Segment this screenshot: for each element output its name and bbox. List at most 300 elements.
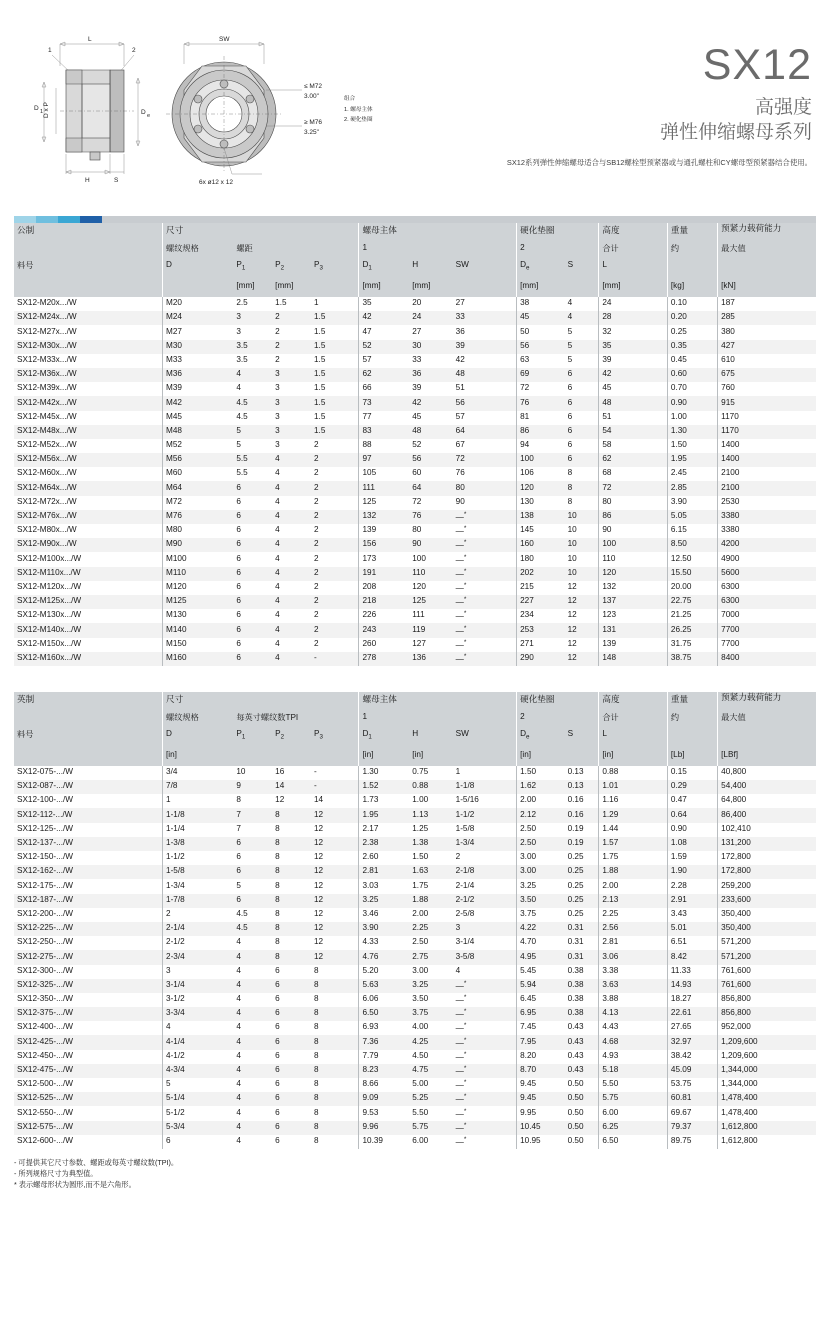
table-row[interactable]	[14, 965, 816, 979]
cell-料号: SX12-M60x.../W	[17, 468, 77, 478]
table-row[interactable]	[14, 595, 816, 609]
cell-D: M120	[163, 581, 234, 595]
subtitle-series: 弹性伸缩螺母系列	[659, 121, 812, 143]
cell-P1: 4.5	[236, 411, 248, 421]
cell-料号: SX12-M39x.../W	[17, 383, 77, 393]
cell-料号: SX12-225-.../W	[14, 922, 163, 936]
cell-P3: 8	[311, 1007, 359, 1021]
cell-kg: 0.10	[667, 297, 717, 311]
cell-P1: 4	[236, 965, 241, 975]
cell-S: 0.16	[567, 795, 584, 805]
cell-P3: 2	[311, 538, 359, 552]
cell-料号: SX12-M72x.../W	[17, 496, 77, 506]
cell-P3: 2	[314, 610, 319, 620]
cell-Lb: 18.27	[667, 993, 717, 1007]
table-row[interactable]	[14, 908, 816, 922]
cell-LBf: 1,478,400	[718, 1092, 816, 1106]
cell-D1: 132	[359, 510, 409, 524]
cell-Lb: 1.90	[667, 865, 717, 879]
metric-h3-P1: $P_1$	[233, 259, 272, 280]
cell-料号: SX12-M110x.../W	[14, 567, 163, 581]
nut-section	[60, 70, 134, 160]
table-row[interactable]	[14, 1050, 816, 1064]
cell-P3: 2	[311, 481, 359, 495]
cell-D1: 7.36	[359, 1035, 409, 1049]
cell-SW: 51	[455, 383, 465, 393]
table-row[interactable]	[14, 382, 816, 396]
table-row[interactable]	[14, 823, 816, 837]
table-row[interactable]	[14, 1135, 816, 1149]
cell-kg: 2.45	[667, 467, 717, 481]
table-row[interactable]	[14, 425, 816, 439]
cell-D1: 35	[359, 297, 409, 311]
cell-P2: 6	[275, 1050, 280, 1060]
metric-h2-total: 合计	[599, 242, 668, 259]
table-row[interactable]	[14, 851, 816, 865]
cell-kg: 0.20	[667, 311, 717, 325]
svg-text:3.00": 3.00"	[304, 93, 319, 100]
imperial-h3-code: 料号	[14, 728, 163, 749]
cell-S: 0.19	[565, 837, 599, 851]
cell-H: 80	[412, 525, 422, 535]
cell-料号: SX12-M100x.../W	[17, 553, 82, 563]
cell-P2: 4	[272, 538, 311, 552]
cell-S: 0.25	[567, 908, 584, 918]
table-row[interactable]	[14, 510, 816, 524]
table-row[interactable]	[14, 467, 816, 481]
cell-SW: —*	[455, 1050, 467, 1062]
table-row[interactable]	[14, 780, 816, 794]
cell-P2: 4	[275, 553, 280, 563]
metric-h2-thread-size: 螺纹规格	[163, 242, 234, 259]
cell-L: 32	[599, 325, 668, 339]
imperial-h3-D: D	[163, 728, 234, 749]
cell-P1: 6	[236, 610, 241, 620]
cell-P3: 12	[314, 908, 324, 918]
cell-D: 1-1/8	[163, 808, 234, 822]
cell-D: 1-5/8	[163, 865, 234, 879]
cell-P1: 4	[236, 1135, 241, 1145]
cell-De: 1.50	[517, 766, 565, 780]
cell-SW: —*	[453, 652, 517, 666]
metric-h2-part-2: 2	[517, 242, 565, 259]
svg-text:L: L	[88, 36, 92, 43]
cell-P2: 4	[275, 468, 280, 478]
cell-料号: SX12-137-.../W	[14, 837, 163, 851]
cell-D: 3-1/2	[163, 993, 234, 1007]
cell-kg: 2.85	[667, 481, 717, 495]
table-row[interactable]	[14, 794, 816, 808]
table-row[interactable]	[14, 936, 816, 950]
cell-L: 120	[599, 567, 668, 581]
cell-D1: 57	[359, 354, 409, 368]
cell-kg: 6.15	[667, 524, 717, 538]
cell-D1: 208	[359, 581, 409, 595]
cell-H: 4.00	[412, 1022, 429, 1032]
cell-P1: 8	[236, 795, 241, 805]
cell-kN: 1400	[718, 453, 816, 467]
cell-De: 1.62	[517, 780, 565, 794]
cell-P3: 1	[314, 298, 319, 308]
cell-SW: 48	[453, 368, 517, 382]
cell-P3: 1.5	[314, 383, 326, 393]
cell-S: 6	[565, 396, 599, 410]
svg-text:2. 硬化垫圈: 2. 硬化垫圈	[344, 117, 373, 123]
table-row[interactable]	[14, 837, 816, 851]
cell-P3: 1.5	[311, 425, 359, 439]
footnote-2: - 所列规格尺寸为典型值。	[14, 1169, 98, 1179]
cell-P1: 7	[236, 823, 241, 833]
cell-S: 0.13	[567, 767, 584, 777]
cell-P1: 9	[233, 780, 272, 794]
table-row[interactable]	[14, 1064, 816, 1078]
cell-L: 5.18	[599, 1064, 668, 1078]
table-row[interactable]	[14, 340, 816, 354]
cell-P2: 8	[272, 808, 311, 822]
cell-D1: 2.17	[359, 823, 409, 837]
cell-P3: 14	[314, 795, 324, 805]
cell-H: 2.00	[412, 908, 429, 918]
cell-P3: 8	[311, 979, 359, 993]
table-row[interactable]	[14, 1078, 816, 1092]
imperial-h3-P2: $P_2$	[272, 728, 311, 749]
cell-H: 127	[412, 638, 426, 648]
cell-kN: 6300	[718, 581, 816, 595]
cell-料号: SX12-M130x.../W	[17, 610, 82, 620]
svg-text:3.25": 3.25"	[304, 129, 319, 136]
cell-S: 0.16	[565, 808, 599, 822]
cell-P2: 4	[272, 623, 311, 637]
metric-header-row-4	[14, 280, 816, 297]
cell-De: 106	[517, 467, 565, 481]
cell-De: 130	[517, 496, 565, 510]
cell-SW: 2-1/4	[455, 880, 475, 890]
cell-料号: SX12-M48x.../W	[14, 425, 163, 439]
cell-De: 94	[517, 439, 565, 453]
cell-P2: 8	[275, 908, 280, 918]
cell-SW: 1-5/16	[455, 795, 479, 805]
cell-L: 2.25	[599, 908, 668, 922]
cell-P1: 4.5	[236, 908, 248, 918]
cell-L: 132	[599, 581, 668, 595]
cell-H: 30	[409, 340, 452, 354]
cell-P3: 12	[311, 837, 359, 851]
table-row[interactable]	[14, 538, 816, 552]
table-row[interactable]	[14, 354, 816, 368]
cell-S: 0.31	[565, 950, 599, 964]
table-row[interactable]	[14, 1092, 816, 1106]
cell-D: M27	[163, 325, 234, 339]
cell-D1: 9.09	[359, 1092, 409, 1106]
svg-text:2: 2	[132, 47, 136, 54]
cell-SW: 36	[455, 326, 465, 336]
cell-D1: 62	[359, 368, 409, 382]
cell-P1: 4	[236, 937, 241, 947]
metric-table-wrap	[14, 223, 816, 666]
table-row[interactable]	[14, 368, 816, 382]
cell-Lb: 38.42	[667, 1050, 717, 1064]
cell-D1: 226	[359, 609, 409, 623]
cell-L: 1.44	[599, 823, 668, 837]
cell-LBf: 1,612,800	[718, 1121, 816, 1135]
table-row[interactable]	[14, 1121, 816, 1135]
cell-D1: 2.81	[359, 865, 409, 879]
cell-LBf: 64,800	[718, 794, 816, 808]
cell-S: 0.13	[565, 780, 599, 794]
table-row[interactable]	[14, 638, 816, 652]
cell-LBf: 1,478,400	[718, 1106, 816, 1120]
page-title: SX12	[702, 41, 812, 89]
cell-D: M160	[163, 652, 234, 666]
cell-LBf: 350,400	[718, 908, 816, 922]
cell-SW: —*	[455, 581, 467, 593]
table-row[interactable]	[14, 623, 816, 637]
cell-L: 28	[599, 311, 668, 325]
cell-P1: 6	[233, 481, 272, 495]
cell-H: 1.13	[409, 808, 452, 822]
cell-P1: 6	[233, 865, 272, 879]
cell-L: 62	[599, 453, 668, 467]
table-row[interactable]	[14, 411, 816, 425]
cell-SW: —*	[453, 979, 517, 993]
cell-S: 12	[565, 595, 599, 609]
hole-note: 6x ø12 x 12	[199, 179, 233, 186]
cell-De: 81	[517, 411, 565, 425]
cell-P2: 14	[272, 780, 311, 794]
cell-P1: 4	[236, 1107, 241, 1117]
cell-SW: 1-1/2	[453, 808, 517, 822]
cell-L: 4.93	[599, 1050, 668, 1064]
cell-De: 10.95	[517, 1135, 565, 1149]
cell-S: 0.38	[565, 1007, 599, 1021]
cell-SW: 4	[455, 965, 461, 975]
imperial-h3-P3: $P_3$	[311, 728, 359, 749]
cell-SW: 80	[453, 481, 517, 495]
cell-P2: 8	[272, 837, 311, 851]
cell-P3: 1.5	[314, 326, 326, 336]
cell-P2: 4	[272, 595, 311, 609]
cell-Lb: 22.61	[667, 1007, 717, 1021]
cell-L: 110	[599, 552, 668, 566]
cell-H: 64	[409, 481, 452, 495]
cell-P2: 6	[272, 1121, 311, 1135]
cell-L: 90	[599, 524, 668, 538]
svg-text:1. 螺母主体: 1. 螺母主体	[344, 107, 373, 113]
cell-P1: 4	[236, 994, 241, 1004]
cell-H: 1.38	[409, 837, 452, 851]
cell-L: 131	[599, 623, 668, 637]
cell-LBf: 86,400	[718, 808, 816, 822]
table-row[interactable]	[14, 979, 816, 993]
page-header	[0, 0, 830, 208]
dim-H	[66, 154, 110, 184]
table-row[interactable]	[14, 922, 816, 936]
cell-H: 1.00	[412, 795, 429, 805]
cell-P2: 1.5	[275, 298, 287, 308]
table-row[interactable]	[14, 652, 816, 666]
cell-D1: 4.33	[359, 936, 409, 950]
cell-D: M100	[163, 552, 234, 566]
cell-D: 3-1/4	[163, 979, 234, 993]
cell-SW: —*	[453, 1064, 517, 1078]
header-description: SX12系列弹性伸缩螺母适合与SB12螺栓型预紧器或与通孔螺柱和CY螺母型预紧器结合使用。	[506, 157, 812, 167]
metric-h2-max: 最大值	[718, 242, 816, 259]
cell-S: 10	[565, 510, 599, 524]
cell-S: 6	[567, 383, 573, 393]
cell-L: 1.16	[599, 794, 668, 808]
cell-D: 3/4	[163, 766, 234, 780]
cell-H: 2.25	[409, 922, 452, 936]
cell-S: 6	[565, 368, 599, 382]
table-row[interactable]	[14, 1007, 816, 1021]
cell-P3: 8	[314, 1107, 319, 1117]
imperial-h4-d1-unit: [in]	[359, 749, 409, 766]
cell-H: 1.25	[412, 823, 429, 833]
cell-D: 7/8	[163, 780, 234, 794]
cell-kN: 3380	[718, 510, 816, 524]
cell-D: 1-1/2	[163, 851, 234, 865]
cell-P1: 2.5	[236, 298, 248, 308]
cell-Lb: 6.51	[667, 936, 717, 950]
cell-P1: 3	[236, 326, 241, 336]
cell-P3: 1.5	[311, 340, 359, 354]
imperial-table-body	[14, 766, 816, 1149]
imperial-h3-H: H	[409, 728, 452, 749]
color-swatch-1	[14, 216, 36, 223]
cell-SW: —*	[453, 623, 517, 637]
cell-料号: SX12-375-.../W	[14, 1007, 163, 1021]
cell-P3: 8	[311, 1064, 359, 1078]
table-row[interactable]	[14, 496, 816, 510]
cell-D: 1	[163, 794, 234, 808]
cell-kN: 5600	[718, 567, 816, 581]
table-row[interactable]	[14, 481, 816, 495]
table-row[interactable]	[14, 808, 816, 822]
cell-P2: 8	[275, 823, 280, 833]
metric-header-row-1	[14, 223, 816, 242]
cell-SW: 56	[453, 396, 517, 410]
cell-料号: SX12-112-.../W	[14, 808, 163, 822]
cell-kg: 3.90	[667, 496, 717, 510]
table-row[interactable]	[14, 1106, 816, 1120]
table-row[interactable]	[14, 567, 816, 581]
table-row[interactable]	[14, 865, 816, 879]
cell-kN: 610	[718, 354, 816, 368]
cell-De: 76	[517, 396, 565, 410]
table-row[interactable]	[14, 439, 816, 453]
cell-S: 0.50	[567, 1107, 584, 1117]
cell-S: 0.25	[567, 852, 584, 862]
cell-D: M30	[163, 340, 234, 354]
cell-De: 138	[517, 510, 565, 524]
cell-S: 10	[567, 525, 577, 535]
cell-Lb: 32.97	[667, 1035, 717, 1049]
cell-D1: 278	[359, 652, 409, 666]
table-row[interactable]	[14, 297, 816, 311]
cell-D: M90	[163, 538, 234, 552]
cell-L: 4.68	[599, 1035, 668, 1049]
cell-L: 68	[599, 467, 668, 481]
table-row[interactable]	[14, 766, 816, 780]
cell-P1: 6	[233, 538, 272, 552]
cell-SW: 90	[455, 496, 465, 506]
metric-h3-SW: SW	[453, 259, 517, 280]
cell-D: M33	[163, 354, 234, 368]
cell-P1: 3.5	[236, 354, 248, 364]
cell-D1: 77	[359, 411, 409, 425]
cell-D: M39	[163, 382, 234, 396]
cell-S: 6	[567, 411, 573, 421]
cell-De: 215	[517, 581, 565, 595]
cell-D: M36	[163, 368, 234, 382]
cell-De: 63	[517, 354, 565, 368]
cell-P1: 4	[236, 1079, 241, 1089]
cell-料号: SX12-575-.../W	[14, 1121, 163, 1135]
cell-L: 100	[599, 538, 668, 552]
cell-D: M42	[163, 396, 234, 410]
table-row[interactable]	[14, 453, 816, 467]
cell-SW: 72	[453, 453, 517, 467]
cell-De: 8.20	[517, 1050, 565, 1064]
table-row[interactable]	[14, 396, 816, 410]
cell-D1: 2.38	[359, 837, 409, 851]
cell-SW: 67	[455, 440, 465, 450]
cell-P1: 6	[233, 510, 272, 524]
cell-P1: 4.5	[233, 396, 272, 410]
cell-LBf: 1,344,000	[718, 1064, 816, 1078]
cell-料号: SX12-425-.../W	[14, 1035, 163, 1049]
cell-LBf: 1,209,600	[718, 1050, 816, 1064]
metric-h1-nut-body: 螺母主体	[359, 223, 409, 242]
table-row[interactable]	[14, 1021, 816, 1035]
cell-P1: 4	[233, 1121, 272, 1135]
table-row[interactable]	[14, 879, 816, 893]
cell-H: 45	[412, 411, 422, 421]
cell-SW: —*	[455, 994, 467, 1005]
subtitle-strength: 高强度	[754, 97, 812, 118]
table-row[interactable]	[14, 894, 816, 908]
cell-S: 5	[565, 340, 599, 354]
cell-L: 1.29	[599, 808, 668, 822]
table-row[interactable]	[14, 524, 816, 538]
table-row[interactable]	[14, 1035, 816, 1049]
cell-D: 1-7/8	[163, 894, 234, 908]
table-row[interactable]	[14, 325, 816, 339]
cell-料号: SX12-300-.../W	[17, 965, 73, 975]
cell-H: 1.88	[409, 894, 452, 908]
metric-h4-weight-unit: [kg]	[667, 280, 717, 297]
table-row[interactable]	[14, 552, 816, 566]
table-row[interactable]	[14, 993, 816, 1007]
svg-text:≥ M76: ≥ M76	[304, 119, 323, 126]
table-row[interactable]	[14, 609, 816, 623]
table-row[interactable]	[14, 311, 816, 325]
imperial-h1-system: 英制	[14, 692, 163, 711]
cell-SW: —*	[455, 1079, 467, 1090]
table-row[interactable]	[14, 581, 816, 595]
cell-P2: 4	[275, 525, 280, 535]
cell-D: M80	[163, 524, 234, 538]
cell-料号: SX12-M42x.../W	[14, 396, 163, 410]
cell-Lb: 27.65	[667, 1021, 717, 1035]
cell-Lb: 2.28	[667, 879, 717, 893]
cell-H: 5.75	[409, 1121, 452, 1135]
table-row[interactable]	[14, 950, 816, 964]
cell-LBf: 131,200	[718, 837, 816, 851]
cell-D1: 1.52	[359, 780, 409, 794]
cell-SW: —*	[455, 553, 467, 565]
svg-text:组合: 组合	[344, 96, 356, 102]
